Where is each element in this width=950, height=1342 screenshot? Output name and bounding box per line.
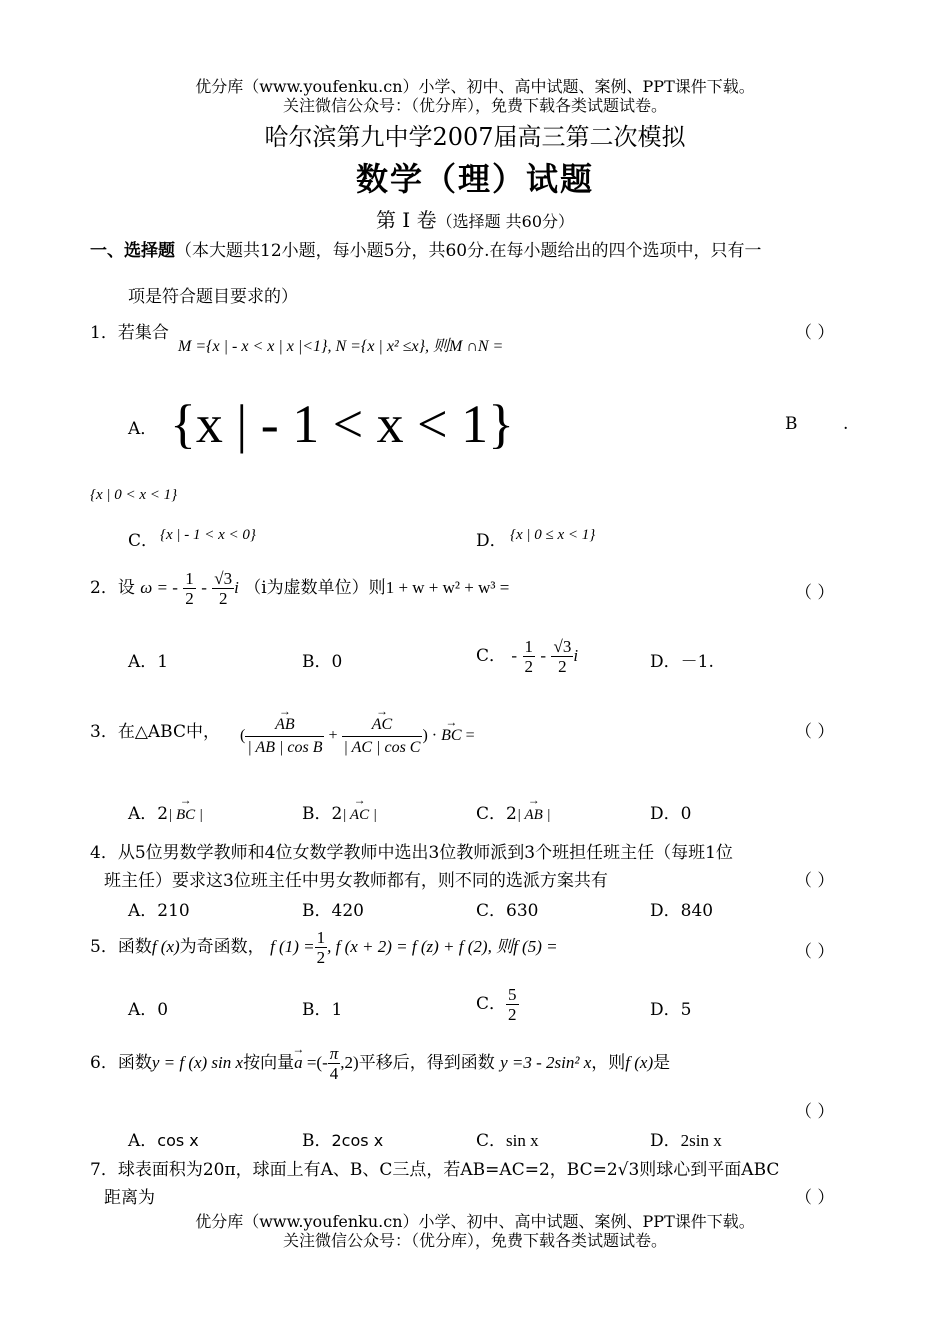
- footer-line-1: 优分库（www.youfenku.cn）小学、初中、高中试题、案例、PPT课件下载。: [195, 1212, 755, 1231]
- footer-line-2: 关注微信公众号：（优分库），免费下载各类试题试卷。: [282, 1231, 667, 1250]
- q7-answer-paren: （ ）: [795, 1188, 835, 1208]
- q4-option-a: A．210: [128, 901, 190, 921]
- q6-stem: 6．函数y = f (x) sin x按向量→ a =(- $\frac{\pi}{4}$ ,2)平移后，得到函数 y =3 - 2sin² x，则f (x)是: [90, 1043, 670, 1083]
- q3-stem-text: 在△ABC中，: [117, 722, 220, 742]
- q2-stem: [90, 568, 509, 608]
- q5-option-b: B．1: [302, 1000, 343, 1020]
- q6-option-c: C．sin x: [476, 1131, 539, 1151]
- q1-option-b-label: B: [785, 414, 798, 434]
- q4-line-1: 4．从5位男数学教师和4位女数学教师中选出3位教师派到3个班担任班主任（每班1位: [90, 843, 733, 863]
- q3-option-a: A．2→ | BC |: [128, 799, 203, 824]
- q3-option-d: D．0: [650, 804, 692, 824]
- q4-option-c: C．630: [476, 901, 539, 921]
- q3-fraction-2: → $\frac{AC}{\text{| AC | cos C}}$: [342, 714, 423, 759]
- q1-option-b: {x | 0 < x < 1}: [90, 487, 178, 503]
- volume-label: 第 I 卷: [375, 208, 437, 232]
- q5-option-c: C． $\frac{5}{2}$: [476, 985, 517, 1024]
- q1-number: 1．: [90, 323, 118, 343]
- q2-option-b: B．0: [302, 652, 343, 672]
- q2-fraction-half: $\frac{1}{2}$: [185, 569, 194, 608]
- q2-answer-paren: （ ）: [795, 583, 835, 603]
- q6-answer-paren: （ ）: [795, 1102, 835, 1122]
- header-line-1: 优分库（www.youfenku.cn）小学、初中、高中试题、案例、PPT课件下载。: [195, 77, 755, 96]
- exam-school-title: 哈尔滨第九中学2007届高三第二次模拟: [264, 123, 686, 151]
- section-note-1: （本大题共12小题，每小题5分，共60分.在每小题给出的四个选项中，只有一: [175, 241, 762, 261]
- q1-option-d: {x | 0 ≤ x < 1}: [510, 527, 596, 543]
- q2-option-d: D．－1.: [650, 652, 714, 672]
- q4-answer-paren: （ ）: [795, 871, 835, 891]
- q3-stem: [90, 717, 220, 742]
- q5-stem: 5．函数f (x)为奇函数， f (1) = $\frac{1}{2}$ , f (x + 2) = f (z) + f (2), 则f (5) =: [90, 928, 558, 967]
- q6-option-b: B．2cos x: [302, 1131, 384, 1151]
- header-line-2: 关注微信公众号：（优分库），免费下载各类试题试卷。: [282, 96, 667, 115]
- q3-formula: ( → $\frac{AB}{\text{| AB | cos B}}$ + → $\frac{AC}{\text{| AC | cos C}}$ ) · → BC =: [240, 714, 475, 759]
- q2-omega: ω = -: [140, 578, 178, 597]
- q1-option-a: {x | - 1 < x < 1}: [170, 394, 515, 454]
- q4-option-b: B．420: [302, 901, 364, 921]
- q2-expression: 1 + w + w² + w³ =: [385, 578, 510, 597]
- exam-subject-title: 数学（理）试题: [355, 160, 594, 198]
- q2-stem-b: （i为虚数单位）则: [244, 578, 386, 598]
- q5-option-d: D．5: [650, 1000, 692, 1020]
- q1-stem: [90, 318, 169, 343]
- q2-option-a: A．1: [128, 652, 169, 672]
- q4-option-d: D．840: [650, 901, 714, 921]
- q2-option-c: C． - $\frac{1}{2}$ - $\frac{√3}{2}$ i: [476, 637, 579, 676]
- section-note-2: 项是符合题目要求的）: [128, 287, 298, 307]
- q1-option-c-label: C．: [128, 531, 159, 551]
- q1-stem-text: 若集合: [117, 323, 169, 343]
- q7-line-1: 7．球表面积为20π，球面上有A、B、C三点，若AB=AC=2，BC=2√3则球心到平面ABC: [90, 1160, 780, 1180]
- q1-option-d-label: D．: [476, 531, 507, 551]
- q1-formula: M ={x | - x < x | x |<1}, N ={x | x² ≤x}, 则M ∩N =: [178, 338, 504, 355]
- q4-line-2: 班主任）要求这3位班主任中男女教师都有，则不同的选派方案共有: [104, 871, 608, 891]
- q3-option-c: C．2→ | AB |: [476, 799, 551, 824]
- q7-line-2: 距离为: [104, 1188, 155, 1208]
- volume-heading: [0, 204, 950, 233]
- q3-answer-paren: （ ）: [795, 722, 835, 742]
- q1-option-b-dot: .: [843, 414, 849, 434]
- q6-option-d: D．2sin x: [650, 1131, 722, 1151]
- q2-minus: -: [201, 578, 207, 597]
- q3-number: 3．: [90, 722, 118, 742]
- q2-fraction-sqrt3: $\frac{√3}{2}$: [214, 569, 233, 608]
- section-label: 一、选择题: [90, 241, 175, 261]
- section-intro: [90, 236, 761, 261]
- q6-option-a: A．cos x: [128, 1131, 199, 1151]
- q3-vector-bc: → BC: [441, 714, 461, 758]
- q5-option-a: A．0: [128, 1000, 169, 1020]
- q2-stem-a: 设: [117, 578, 135, 598]
- q1-option-a-label: A．: [128, 419, 158, 439]
- q3-fraction-1: → $\frac{AB}{\text{| AB | cos B}}$: [245, 714, 324, 759]
- q2-number: 2．: [90, 578, 118, 598]
- q1-option-c: {x | - 1 < x < 0}: [160, 527, 256, 543]
- q2-imag-unit: i: [234, 578, 239, 597]
- volume-note: （选择题 共60分）: [436, 212, 575, 231]
- q1-answer-paren: （ ）: [795, 323, 835, 343]
- q3-option-b: B．2→ | AC |: [302, 799, 377, 824]
- q5-answer-paren: （ ）: [795, 942, 835, 962]
